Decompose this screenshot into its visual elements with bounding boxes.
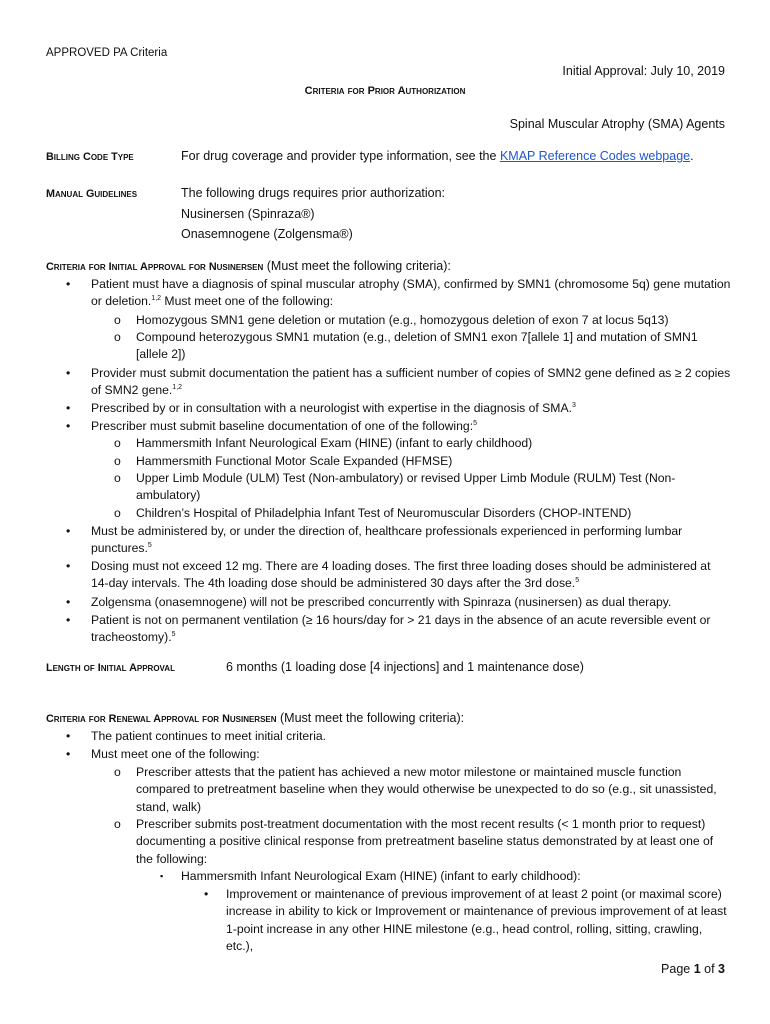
renewal-criteria-heading-suffix: (Must meet the following criteria): [276,711,465,725]
document-status: APPROVED PA Criteria [46,47,168,59]
bullet-circle: o [114,313,121,327]
bullet-circle: o [114,817,121,831]
initial-criteria-heading-label: Criteria for Initial Approval for Nusinersen [46,261,264,273]
page-number: Page 1 of 3 [661,962,725,976]
list-item-text: Prescriber attests that the patient has achieved a new motor milestone or maintained muscle function compared to pretreatment baseline when they would otherwise be unexpected to do so (e.g., sit unassisted, stand, walk) [136,765,717,814]
list-item-text: The patient continues to meet initial criteria. [91,729,327,743]
length-of-approval-label: Length of Initial Approval [46,662,175,674]
bullet-circle: o [114,471,121,485]
bullet-dot: • [66,277,71,291]
bullet-dot: • [66,559,71,573]
list-item-text: Hammersmith Functional Motor Scale Expanded (HFMSE) [136,454,453,468]
bullet-dot: • [204,887,209,901]
renewal-criteria-heading-label: Criteria for Renewal Approval for Nusinersen [46,713,277,725]
list-item-text: Children’s Hospital of Philadelphia Infant Test of Neuromuscular Disorders (CHOP-INTEND) [136,506,632,520]
billing-text-after: . [690,149,694,163]
manual-drug-nusinersen: Nusinersen (Spinraza®) [181,207,315,221]
renewal-criteria-heading [46,710,464,728]
list-item-text: Prescribed by or in consultation with a neurologist with expertise in the diagnosis of SMA.$^3$ [91,401,576,415]
length-of-approval-value: 6 months (1 loading dose [4 injections] and 1 maintenance dose) [226,660,584,674]
initial-criteria-heading-suffix: (Must meet the following criteria): [263,259,451,273]
list-item-text: Prescriber must submit baseline documentation of one of the following:$^5$ [91,419,477,433]
bullet-circle: o [114,765,121,779]
bullet-dot: • [66,729,71,743]
bullet-dot: • [66,366,71,380]
list-item-text: Patient must have a diagnosis of spinal muscular atrophy (SMA), confirmed by SMN1 (chromosome 5q) gene mutation or deletion.$^{1,2}$ Must meet one of the following: [91,277,731,309]
manual-guidelines-intro: The following drugs requires prior authorization: [181,186,446,200]
list-item-text: Dosing must not exceed 12 mg. There are 4 loading doses. The first three loading doses should be administered at 14-day intervals. The 4th loading dose should be administered 30 days after the 3rd dose.$^5$ [91,559,711,591]
list-item-text: Patient is not on permanent ventilation (≥ 16 hours/day for > 21 days in the absence of an acute reversible event or tracheostomy).$^5$ [91,613,711,645]
list-item-text: Prescriber submits post-treatment documentation with the most recent results (< 1 month prior to request) documenting a positive clinical response from pretreatment baseline status demonstrated by at least one of the following: [136,817,714,866]
list-item-text: Must be administered by, or under the direction of, healthcare professionals experienced in performing lumbar punctures.$^5$ [91,524,683,556]
list-item-text: Provider must submit documentation the patient has a sufficient number of copies of SMN2 gene defined as ≥ 2 copies of SMN2 gene.$^{1,2}$ [91,366,731,398]
billing-code-text [181,148,694,165]
list-item-text: Must meet one of the following: [91,747,260,761]
list-item-text: Hammersmith Infant Neurological Exam (HINE) (infant to early childhood) [136,436,533,450]
initial-approval-date: Initial Approval: July 10, 2019 [562,64,725,78]
list-item-text: Homozygous SMN1 gene deletion or mutation (e.g., homozygous deletion of exon 7 at locus 5q13) [136,313,669,327]
list-item-text: Upper Limb Module (ULM) Test (Non-ambulatory) or revised Upper Limb Module (RULM) Test (Non-ambulatory) [136,471,676,503]
bullet-circle: o [114,454,121,468]
bullet-square: ▪ [160,871,164,881]
list-item-text: Compound heterozygous SMN1 mutation (e.g., deletion of SMN1 exon 7[allele 1] and mutation of SMN1 [allele 2]) [136,330,698,362]
bullet-dot: • [66,401,71,415]
page-title: Criteria for Prior Authorization [304,85,466,97]
bullet-dot: • [66,595,71,609]
manual-drug-onasemnogene: Onasemnogene (Zolgensma®) [181,227,353,241]
manual-guidelines-label: Manual Guidelines [46,188,138,200]
bullet-dot: • [66,419,71,433]
bullet-circle: o [114,330,121,344]
drug-class-title: Spinal Muscular Atrophy (SMA) Agents [509,117,725,131]
initial-criteria-heading [46,258,451,276]
list-item-text: Hammersmith Infant Neurological Exam (HINE) (infant to early childhood): [181,869,581,883]
kmap-reference-link[interactable]: KMAP Reference Codes webpage [499,149,691,163]
billing-code-label: Billing Code Type [46,151,134,163]
bullet-dot: • [66,524,71,538]
billing-text-before: For drug coverage and provider type information, see the [181,149,500,163]
list-item-text: Improvement or maintenance of previous improvement of at least 2 point (or maximal score) increase in ability to kick or Improvement or maintenance of previous improvement of at least 1-point increase in any other HINE milestone (e.g., head control, rolling, sitting, crawling, etc.), [226,887,727,954]
bullet-circle: o [114,436,121,450]
list-item-text: Zolgensma (onasemnogene) will not be prescribed concurrently with Spinraza (nusinersen) as dual therapy. [91,595,672,609]
bullet-dot: • [66,613,71,627]
bullet-circle: o [114,506,121,520]
bullet-dot: • [66,747,71,761]
